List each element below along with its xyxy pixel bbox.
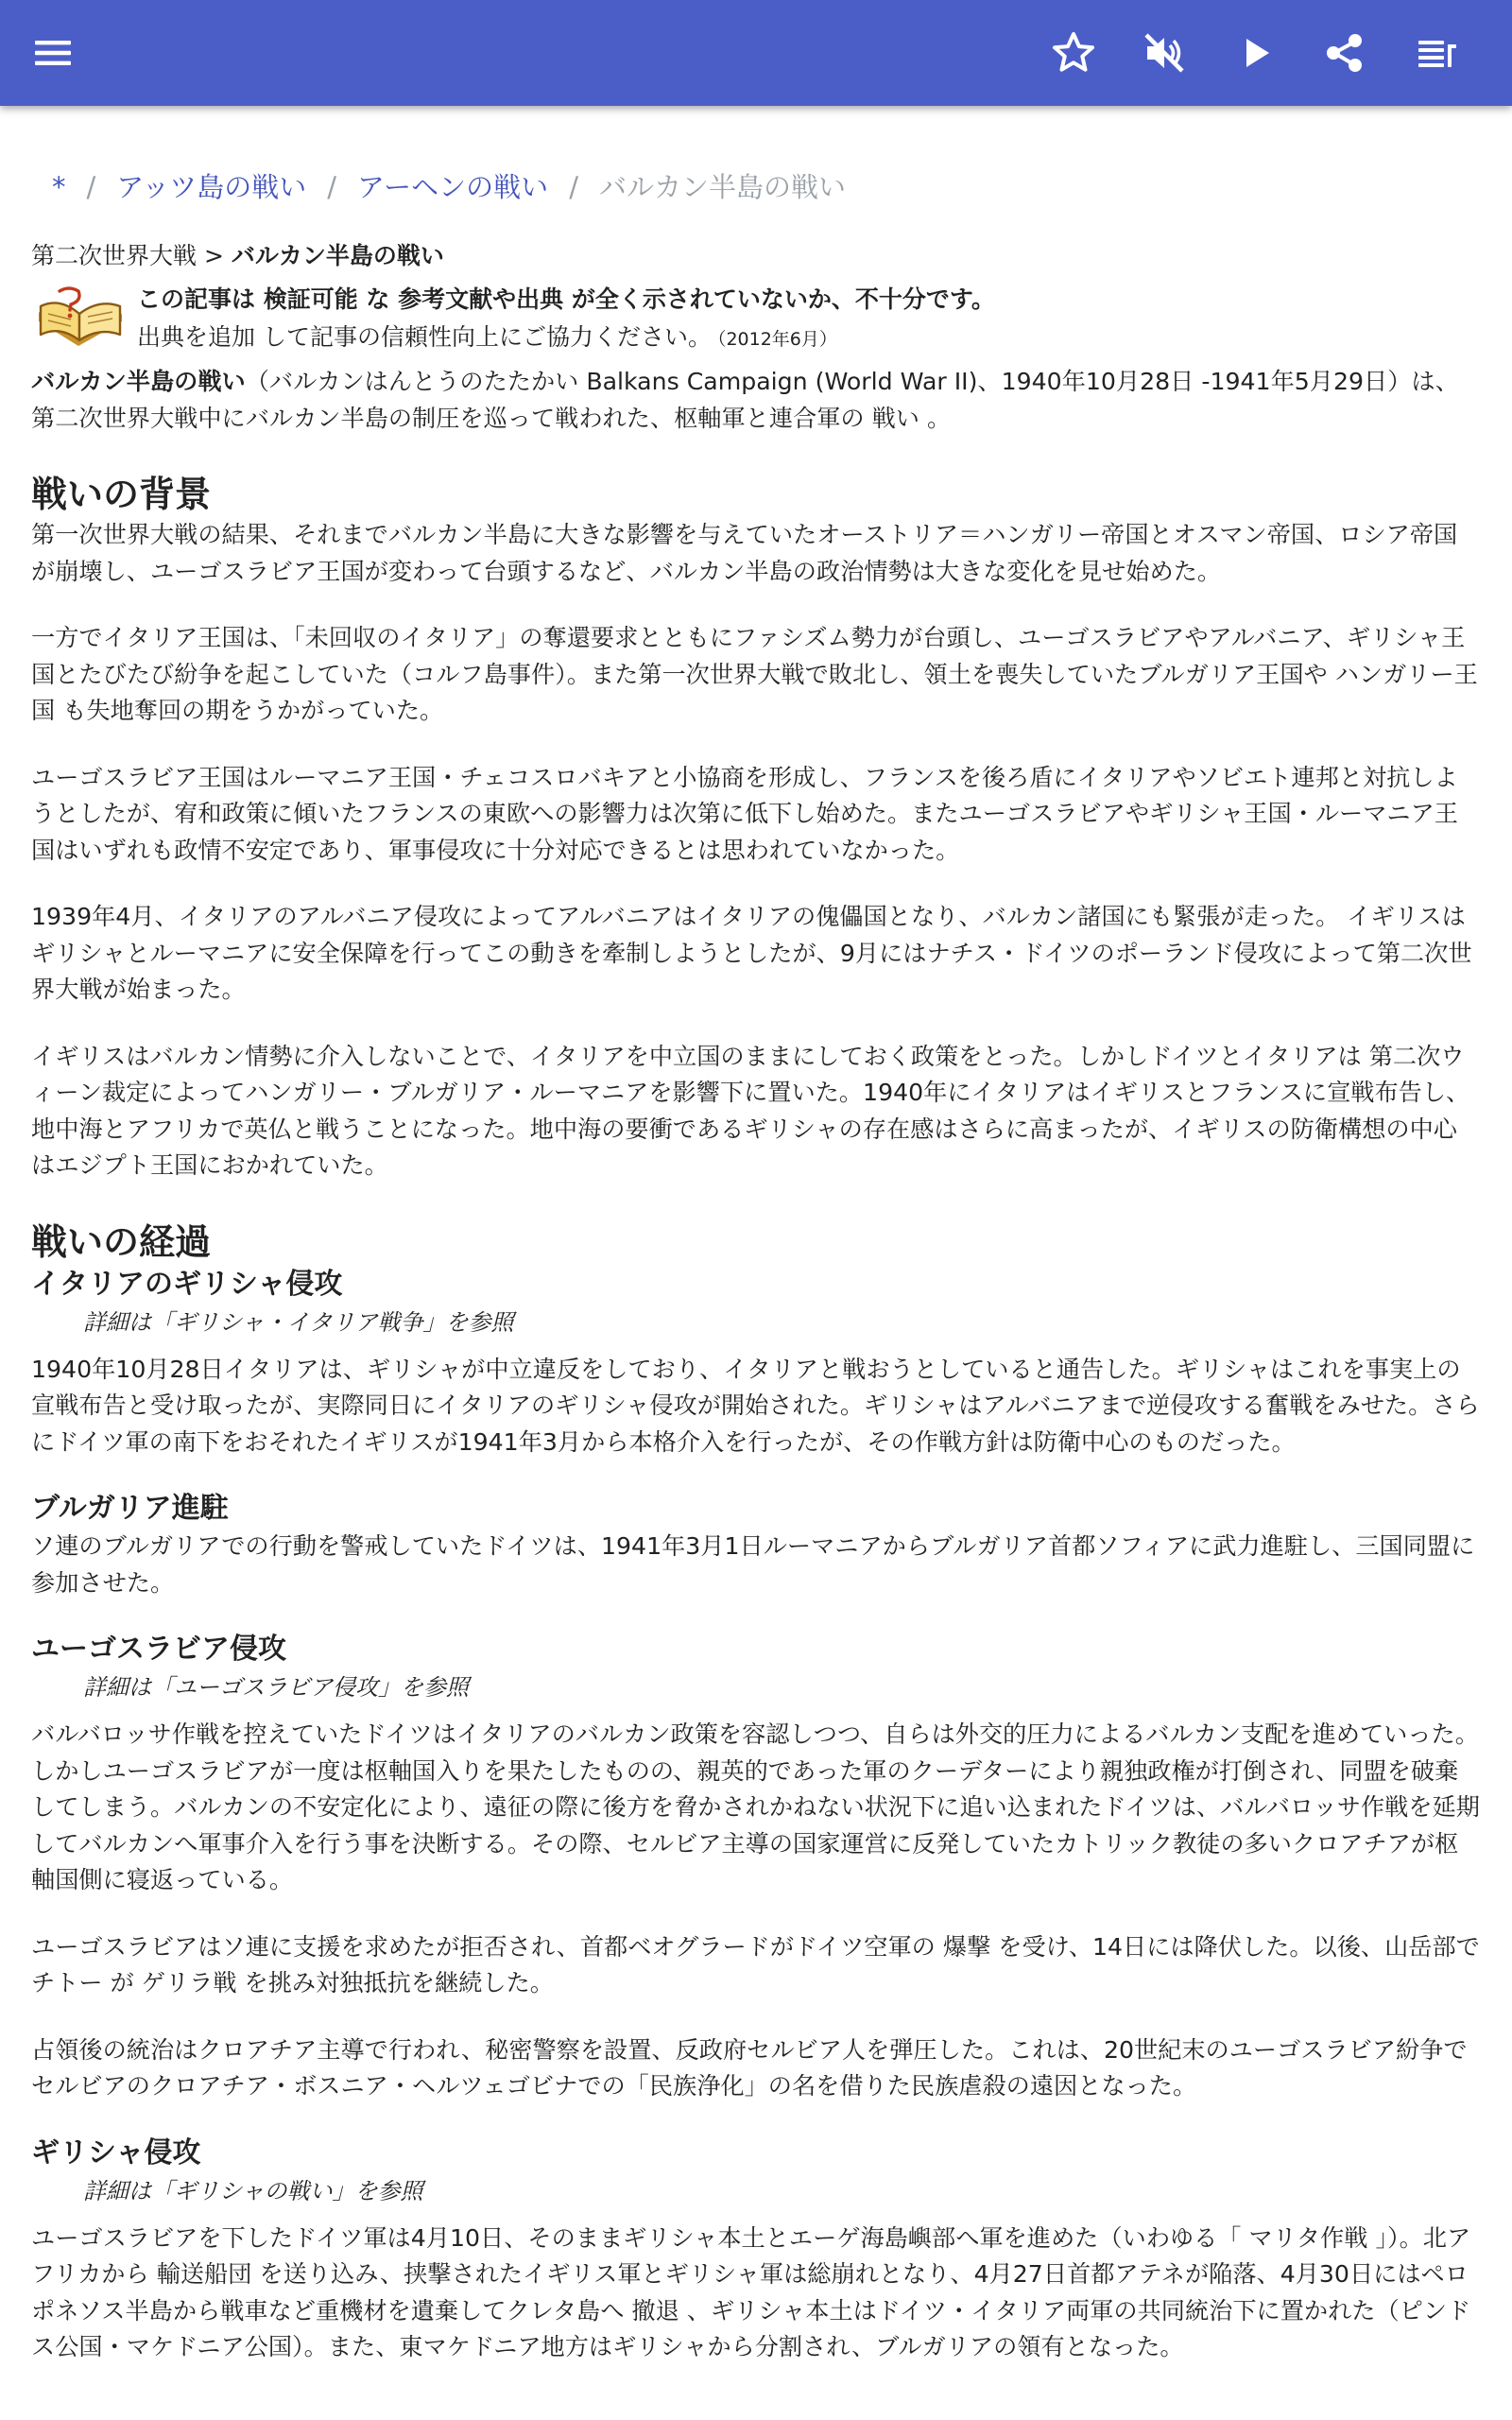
section-heading-background: 戦いの背景 [31, 474, 212, 515]
subsection-heading-greece: ギリシャ侵攻 [31, 2135, 201, 2169]
playlist-icon[interactable] [1408, 25, 1465, 81]
paragraph: 1940年10月28日イタリアは、ギリシャが中立違反をしており、イタリアと戦おうとしていると通告した。ギリシャはこれを事実上の宣戦布告と受け取ったが、実際同日にイタリアのギリシャ侵攻が開始された。ギリシャはアルバニアまで逆侵攻する奮戦をみせた。さらにドイツ軍の南下をおそれたイギリスが1941年3月から本格介入を行ったが、その作戦方針は防衛中心のものだった。 [31, 1355, 1480, 1456]
paragraph: 第一次世界大戦の結果、それまでバルカン半島に大きな影響を与えていたオーストリア＝ハンガリー帝国とオスマン帝国、ロシア帝国が崩壊し、ユーゴスラビア王国が変わって台頭するなど、バルカン半島の政治情勢は大きな変化を見せ始めた。 [31, 521, 1458, 585]
paragraph: ユーゴスラビアを下したドイツ軍は4月10日、そのままギリシャ本土とエーゲ海島嶼部へ軍を進めた（いわゆる「 マリタ作戦 」）。北アフリカから 輸送船団 を送り込み、挟撃されたイギリス軍とギリシャ軍は総崩れとなり、4月27日首都アテネが陥落、4月30日にはペロポネソス半島から戦車など重機材を遺棄してクレタ島へ 撤退 、ギリシャ本土はドイツ・イタリア両軍の共同統治下に置かれた（ピンドス公国・マケドニア公国）。また、東マケドニア地方はギリシャから分割され、ブルガリアの領有となった。 [31, 2223, 1471, 2360]
paragraph: 一方でイタリア王国は、「未回収のイタリア」の奪還要求とともにファシズム勢力が台頭し、ユーゴスラビアやアルバニア、ギリシャ王国とたびたび紛争を起こしていた（コルフ島事件）。また第一次世界大戦で敗北し、領土を喪失していたブルガリア王国や ハンガリー王国 も失地奪回の期をうかがっていた。 [31, 624, 1478, 724]
paragraph: ソ連のブルガリアでの行動を警戒していたドイツは、1941年3月1日ルーマニアからブルガリア首都ソフィアに武力進駐し、三国同盟に参加させた。 [31, 1532, 1475, 1597]
book-question-icon [35, 285, 126, 357]
article-title-bold: バルカン半島の戦い [31, 368, 246, 395]
breadcrumb-item[interactable]: アッツ島の戦い [116, 171, 307, 203]
breadcrumb-current: バルカン半島の戦い [598, 171, 846, 203]
breadcrumb-item[interactable]: アーヘンの戦い [357, 171, 549, 203]
article-body [31, 364, 1481, 2366]
share-icon[interactable] [1316, 25, 1373, 81]
hatnote[interactable]: 詳細は「ギリシャ・イタリア戦争」を参照 [83, 1308, 514, 1336]
subsection-heading-yugoslavia: ユーゴスラビア侵攻 [31, 1633, 286, 1666]
intro-text: （バルカンはんとうのたたかい Balkans Campaign (World War II)、1940年10月28日 -1941年5月29日）は、第二次世界大戦中にバルカン半島の制圧を巡って戦われた、枢軸軍と連合軍の 戦い 。 [31, 368, 1459, 432]
play-icon[interactable] [1227, 25, 1283, 81]
paragraph: ユーゴスラビアはソ連に支援を求めたが拒否され、首都ベオグラードがドイツ空軍の 爆撃 を受け、14日には降伏した。以後、山岳部で チトー が ゲリラ戦 を挑み対独抵抗を継続した。 [31, 1932, 1480, 1996]
section-heading-course: 戦いの経過 [31, 1220, 212, 1263]
notice-date: （2012年6月） [716, 329, 837, 350]
hatnote[interactable]: 詳細は「ユーゴスラビア侵攻」を参照 [83, 1674, 469, 1701]
breadcrumb-separator: / [569, 171, 578, 203]
breadcrumb-separator: / [86, 171, 96, 203]
intro-paragraph [31, 364, 1481, 437]
notice-text: 出典を追加 して記事の信頼性向上にご協力ください。 [137, 323, 712, 351]
breadcrumb-separator: / [327, 171, 337, 203]
category-current: バルカン半島の戦い [231, 242, 444, 269]
category-path [31, 239, 444, 273]
breadcrumb [52, 166, 846, 208]
star-icon[interactable] [1045, 25, 1102, 81]
breadcrumb-home[interactable]: * [52, 171, 66, 203]
notice-body [137, 320, 837, 357]
citation-notice [31, 282, 1481, 357]
category-separator: > [197, 242, 232, 269]
app-bar [0, 0, 1512, 106]
paragraph: イギリスはバルカン情勢に介入しないことで、イタリアを中立国のままにしておく政策をとった。しかしドイツとイタリアは 第二次ウィーン裁定によってハンガリー・ブルガリア・ルーマニアを影響下に置いた。1940年にイタリアはイギリスとフランスに宣戦布告し、地中海とアフリカで英仏と戦うことになった。地中海の要衝であるギリシャの存在感はさらに高まったが、イギリスの防衛構想の中心はエジプト王国におかれていた。 [31, 1042, 1470, 1179]
hatnote[interactable]: 詳細は「ギリシャの戦い」を参照 [83, 2177, 423, 2204]
volume-off-icon[interactable] [1136, 25, 1193, 81]
paragraph: 占領後の統治はクロアチア主導で行われ、秘密警察を設置、反政府セルビア人を弾圧した。これは、20世紀末のユーゴスラビア紛争でセルビアのクロアチア・ボスニア・ヘルツェゴビナでの「民族浄化」の名を借りた民族虐殺の遠因となった。 [31, 2035, 1468, 2100]
category-parent[interactable]: 第二次世界大戦 [31, 242, 198, 269]
subsection-heading-bulgaria: ブルガリア進駐 [31, 1492, 229, 1525]
menu-icon[interactable] [25, 25, 81, 81]
subsection-heading-italy: イタリアのギリシャ侵攻 [31, 1267, 343, 1301]
paragraph: ユーゴスラビア王国はルーマニア王国・チェコスロバキアと小協商を形成し、フランスを後ろ盾にイタリアやソビエト連邦と対抗しようとしたが、宥和政策に傾いたフランスの東欧への影響力は次第に低下し始めた。またユーゴスラビアやギリシャ王国・ルーマニア王国はいずれも政情不安定であり、軍事侵攻に十分対応できるとは思われていなかった。 [31, 763, 1458, 864]
paragraph: 1939年4月、イタリアのアルバニア侵攻によってアルバニアはイタリアの傀儡国となり、バルカン諸国にも緊張が走った。 イギリスはギリシャとルーマニアに安全保障を行ってこの動きを牽制しようとしたが、9月にはナチス・ドイツのポーランド侵攻によって第二次世界大戦が始まった。 [31, 903, 1472, 1003]
notice-title: この記事は 検証可能 な 参考文献や出典 が全く示されていないか、不十分です。 [137, 285, 995, 313]
paragraph: バルバロッサ作戦を控えていたドイツはイタリアのバルカン政策を容認しつつ、自らは外交的圧力によるバルカン支配を進めていった。しかしユーゴスラビアが一度は枢軸国入りを果たしたものの、親英的であった軍のクーデターにより親独政権が打倒され、同盟を破棄してしまう。バルカンの不安定化により、遠征の際に後方を脅かされかねない状況下に追い込まれたドイツは、バルバロッサ作戦を延期してバルカンへ軍事介入を行う事を決断する。その際、セルビア主導の国家運営に反発していたカトリック教徒の多いクロアチアが枢軸国側に寝返っている。 [31, 1720, 1480, 1893]
